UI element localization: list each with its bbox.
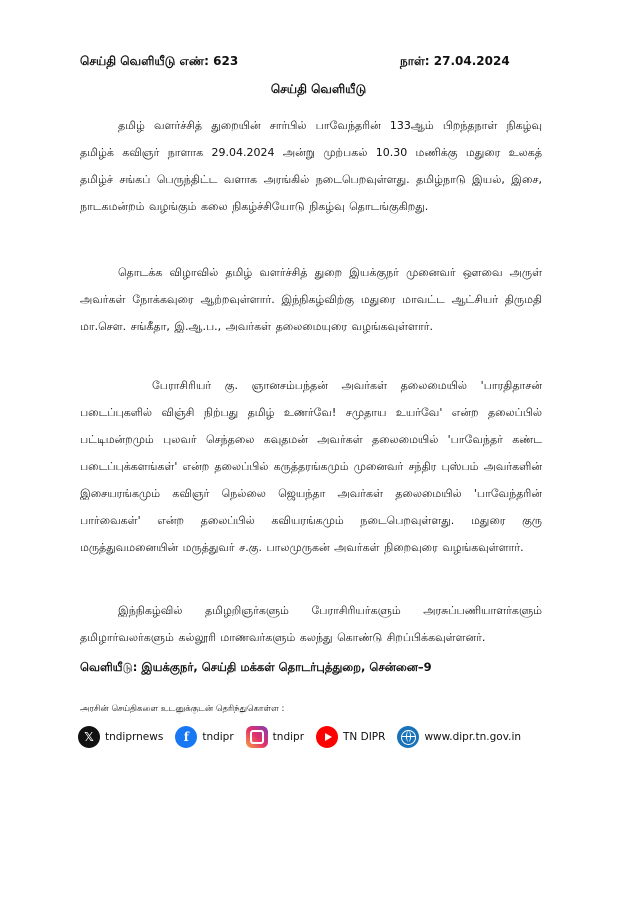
social-link-instagram[interactable]: [246, 726, 304, 748]
document-title: செய்தி வெளியீடு: [270, 82, 367, 96]
social-label-x: tndiprnews: [105, 731, 164, 743]
globe-icon: [397, 726, 419, 748]
paragraph-1: [80, 112, 542, 220]
release-issuer: வெளியீடு: இயக்குநர், செய்தி மக்கள் தொடர்புத்துறை, சென்னை–9: [80, 660, 432, 674]
paragraph-3: [80, 372, 542, 561]
facebook-icon: f: [175, 726, 197, 748]
paragraph-4: [80, 597, 542, 651]
social-links: [78, 726, 533, 748]
instagram-icon: [246, 726, 268, 748]
paragraph-1-text: தமிழ் வளர்ச்சித் துறையின் சார்பில் பாவேந்தரின் 133ஆம் பிறந்தநாள் நிகழ்வு தமிழ்க் கவிஞர் நாளாக 29.04.2024 அன்று முற்பகல் 10.30 மணிக்கு மதுரை உலகத் தமிழ்ச் சங்கப் பெருந்திட்ட வளாக அரங்கில் நடைபெறவுள்ளது. தமிழ்நாடு இயல், இசை, நாடகமன்றம் வழங்கும் கலை நிகழ்ச்சியோடு நிகழ்வு தொடங்குகிறது.: [80, 119, 542, 213]
paragraph-4-text: இந்நிகழ்வில் தமிழறிஞர்களும் பேராசிரியர்களும் அரசுப்பணியாளர்களும் தமிழார்வலர்களும் கல்லூரி மாணவர்களும் கலந்து கொண்டு சிறப்பிக்கவுள்ளனர்.: [80, 604, 542, 644]
social-link-facebook[interactable]: [175, 726, 233, 748]
release-number: செய்தி வெளியீடு எண்: 623: [80, 54, 239, 68]
social-link-x[interactable]: [78, 726, 163, 748]
social-label-website: www.dipr.tn.gov.in: [424, 731, 522, 743]
social-label-instagram: tndipr: [272, 731, 305, 743]
release-date: நாள்: 27.04.2024: [400, 54, 510, 68]
social-link-website[interactable]: [397, 726, 521, 748]
youtube-icon: [316, 726, 338, 748]
social-link-youtube[interactable]: [316, 726, 385, 748]
paragraph-2-text: தொடக்க விழாவில் தமிழ் வளர்ச்சித் துறை இயக்குநர் முனைவர் ஔவை அருள் அவர்கள் நோக்கவுரை ஆற்றவுள்ளார். இந்நிகழ்விற்கு மதுரை மாவட்ட ஆட்சியர் திருமதி மா.சௌ. சங்கீதா, இ.ஆ.ப., அவர்கள் தலைமையுரை வழங்கவுள்ளார்.: [80, 266, 542, 333]
x-twitter-icon: 𝕏: [78, 726, 100, 748]
social-label-facebook: tndipr: [202, 731, 234, 743]
follow-caption: அரசின் செய்திகளை உடனுக்குடன் தெரிந்துகொள்ள :: [80, 704, 285, 714]
paragraph-2: [80, 259, 542, 340]
paragraph-3-text: பேராசிரியர் கு. ஞானசம்பந்தன் அவர்கள் தலைமையில் 'பாரதிதாசன் படைப்புகளில் விஞ்சி நிற்பது தமிழ் உணர்வே! சமுதாய உயர்வே' என்ற தலைப்பில் பட்டிமன்றமும் புலவர் செந்தலை கவுதமன் அவர்கள் தலைமையில் 'பாவேந்தர் கண்ட படைப்புக்களங்கள்' என்ற தலைப்பில் கருத்தரங்கமும் முனைவர் சந்திர புஸ்பம் அவர்களின் இசையரங்கமும் கவிஞர் நெல்லை ஜெயந்தா அவர்கள் தலைமையில் 'பாவேந்தரின் பார்வைகள்' என்ற தலைப்பில் கவியரங்கமும் நடைபெறவுள்ளது. மதுரை குரு மருத்துவமனையின் மருத்துவர் ச.கு. பாலமுருகன் அவர்கள் நிறைவுரை வழங்கவுள்ளார்.: [80, 379, 542, 554]
social-label-youtube: TN DIPR: [343, 731, 386, 743]
